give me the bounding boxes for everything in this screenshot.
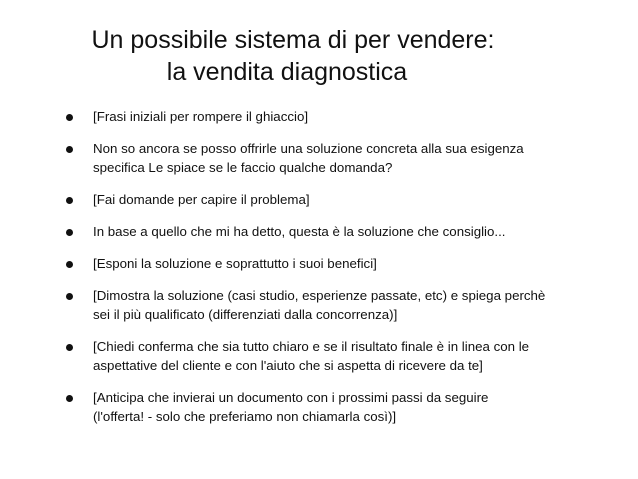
bullet-dot-icon [66,261,73,268]
bullet-item-permission [0,139,638,177]
bullet-item-confirmation [0,337,638,375]
bullet-text-line: Non so ancora se posso offrirle una soluzione concreta alla sua esigenza [93,141,524,156]
slide-title-line-2: la vendita diagnostica [166,58,408,86]
bullet-text-line: aspettative del cliente e con l'aiuto che si aspetta di ricevere da te] [93,358,483,373]
bullet-dot-icon [66,114,73,121]
bullet-text-line: [Fai domande per capire il problema] [93,192,310,207]
slide-title-line-1: Un possibile sistema di per vendere: [91,26,495,54]
bullet-text-line: [Dimostra la soluzione (casi studio, esperienze passate, etc) e spiega perchè [93,288,546,303]
bullet-dot-icon [66,146,73,153]
bullet-text-line: [Esponi la soluzione e soprattutto i suoi benefici] [93,256,377,271]
bullet-dot-icon [66,293,73,300]
bullet-text-line: [Chiedi conferma che sia tutto chiaro e se il risultato finale è in linea con le [93,339,530,354]
bullet-text-line: sei il più qualificato (differenziati dalla concorrenza)] [93,307,398,322]
bullet-dot-icon [66,395,73,402]
bullet-list [0,107,638,426]
bullet-text-line: specifica Le spiace se le faccio qualche domanda? [93,160,393,175]
bullet-dot-icon [66,229,73,236]
bullet-item-demonstrate [0,286,638,324]
bullet-item-icebreaker [0,107,638,126]
bullet-text-line: [Anticipa che invierai un documento con i prossimi passi da seguire [93,390,489,405]
bullet-text-line: (l'offerta! - solo che preferiamo non chiamarla così)] [93,409,397,424]
slide-title [0,24,638,88]
bullet-text-line: [Frasi iniziali per rompere il ghiaccio] [93,109,309,124]
bullet-item-questions [0,190,638,209]
bullet-dot-icon [66,344,73,351]
bullet-item-next-steps [0,388,638,426]
bullet-text-line: In base a quello che mi ha detto, questa è la soluzione che consiglio... [93,224,506,239]
bullet-item-benefits [0,254,638,273]
bullet-item-recommendation [0,222,638,241]
bullet-dot-icon [66,197,73,204]
